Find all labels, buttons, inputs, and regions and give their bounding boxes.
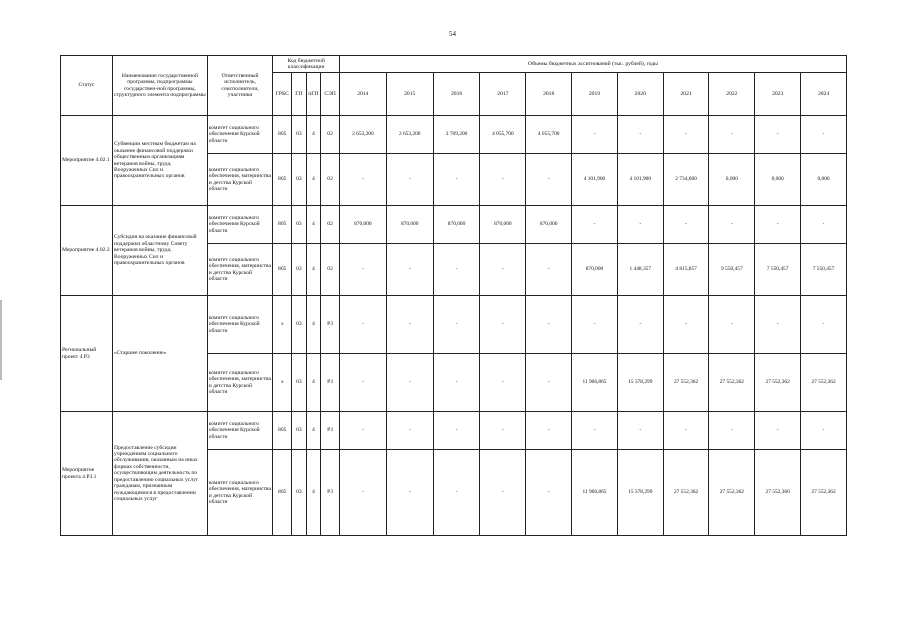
row-code: 805	[273, 450, 292, 536]
row-responsible: комитет социального обеспечения, материнства и детства Курской области	[207, 450, 273, 536]
header-year: 2023	[755, 73, 801, 116]
row-value: 7 550,457	[755, 244, 801, 296]
row-responsible: комитет социального обеспечения, материнства и детства Курской области	[207, 354, 273, 412]
row-value: 27 552,362	[663, 450, 709, 536]
row-code: 03	[292, 450, 307, 536]
row-code: Р3	[321, 450, 340, 536]
header-year: 2014	[339, 73, 386, 116]
row-value: -	[526, 450, 572, 536]
row-value: -	[755, 206, 801, 244]
row-value: -	[617, 206, 663, 244]
row-value: -	[801, 116, 847, 154]
row-code: 02	[321, 206, 340, 244]
row-code: 03	[292, 296, 307, 354]
row-value: -	[526, 296, 572, 354]
row-value: -	[480, 296, 526, 354]
row-value: 27 552,362	[801, 354, 847, 412]
header-code-col: ГП	[292, 73, 307, 116]
row-responsible: комитет социального обеспечения, материнства и детства Курской области	[207, 154, 273, 206]
row-value: -	[480, 244, 526, 296]
row-value: -	[386, 154, 433, 206]
row-value: 27 552,362	[801, 450, 847, 536]
row-value: -	[755, 116, 801, 154]
row-value: 27 552,362	[709, 450, 755, 536]
row-value: -	[480, 154, 526, 206]
row-value: -	[339, 244, 386, 296]
row-code: Р3	[321, 296, 340, 354]
row-code: 805	[273, 116, 292, 154]
row-value: -	[433, 412, 480, 450]
header-year: 2017	[480, 73, 526, 116]
row-value: 0,000	[801, 154, 847, 206]
row-code: х	[273, 354, 292, 412]
row-value: -	[572, 296, 618, 354]
row-value: -	[755, 296, 801, 354]
row-value: 4 101,900	[617, 154, 663, 206]
row-value: 15 378,299	[617, 450, 663, 536]
row-value: 2 653,200	[386, 116, 433, 154]
page-number: 54	[449, 30, 456, 38]
row-code: 4	[306, 450, 321, 536]
row-code: 4	[306, 296, 321, 354]
row-code: 4	[306, 116, 321, 154]
row-code: 02	[321, 244, 340, 296]
header-code-group: Код бюджетной классификации	[273, 56, 340, 73]
row-value: -	[663, 206, 709, 244]
table-row	[61, 206, 847, 244]
header-year: 2024	[801, 73, 847, 116]
row-value: 11 966,865	[572, 354, 618, 412]
row-value: -	[386, 354, 433, 412]
row-code: 805	[273, 244, 292, 296]
header-code-col: ГРБС	[273, 73, 292, 116]
row-value: 870,000	[572, 244, 618, 296]
row-value: 2 653,200	[339, 116, 386, 154]
row-value: -	[755, 412, 801, 450]
row-code: Р3	[321, 354, 340, 412]
row-status: Мероприятие 4.02.2	[61, 206, 113, 296]
scan-edge-mark	[0, 300, 2, 380]
row-responsible: комитет социального обеспечения Курской области	[207, 206, 273, 244]
header-code-col: СЭП	[321, 73, 340, 116]
row-value: 0,000	[755, 154, 801, 206]
row-name: Субсидия на оказание финансовой поддержки областному Совету ветеранов войны, труда, Вооруженных Сил и правоохранительных органов	[113, 206, 208, 296]
row-value: 15 378,299	[617, 354, 663, 412]
header-code-col: пГП	[306, 73, 321, 116]
row-value: 27 552,362	[663, 354, 709, 412]
header-year: 2018	[526, 73, 572, 116]
row-value: -	[572, 412, 618, 450]
row-code: х	[273, 296, 292, 354]
header-volumes-group: Объемы бюджетных ассигнований (тыс. рублей), годы	[339, 56, 846, 73]
row-value: 4 101,900	[572, 154, 618, 206]
row-value: -	[339, 354, 386, 412]
row-value: -	[709, 116, 755, 154]
row-code: 03	[292, 116, 307, 154]
row-value: 1 448,357	[617, 244, 663, 296]
row-value: -	[617, 296, 663, 354]
row-code: 03	[292, 244, 307, 296]
header-year: 2020	[617, 73, 663, 116]
table-row	[61, 412, 847, 450]
row-value: -	[709, 412, 755, 450]
row-value: 27 552,362	[755, 354, 801, 412]
row-value: -	[572, 116, 618, 154]
row-responsible: комитет социального обеспечения Курской области	[207, 296, 273, 354]
row-status: Мероприятие проекта 4.Р3.1	[61, 412, 113, 536]
row-value: -	[709, 206, 755, 244]
row-value: -	[433, 244, 480, 296]
row-value: -	[801, 412, 847, 450]
row-value: 4 055,700	[480, 116, 526, 154]
table-body	[61, 116, 847, 536]
row-value: -	[433, 154, 480, 206]
row-code: 805	[273, 206, 292, 244]
header-year: 2022	[709, 73, 755, 116]
row-code: 4	[306, 244, 321, 296]
row-value: 2 734,600	[663, 154, 709, 206]
row-code: 02	[321, 154, 340, 206]
row-value: -	[386, 450, 433, 536]
row-value: -	[801, 206, 847, 244]
row-value: -	[526, 244, 572, 296]
row-value: -	[339, 412, 386, 450]
row-value: -	[386, 412, 433, 450]
row-value: 870,000	[339, 206, 386, 244]
row-value: 4 055,700	[526, 116, 572, 154]
row-responsible: комитет социального обеспечения, материнства и детства Курской области	[207, 244, 273, 296]
row-value: -	[526, 154, 572, 206]
row-value: 0,000	[709, 154, 755, 206]
row-status: Региональный проект 4.Р3	[61, 296, 113, 412]
row-value: 27 552,360	[755, 450, 801, 536]
row-value: -	[663, 412, 709, 450]
row-name: «Старшее поколение»	[113, 296, 208, 412]
row-value: -	[526, 354, 572, 412]
row-value: -	[480, 450, 526, 536]
row-code: 4	[306, 412, 321, 450]
row-value: 27 552,362	[709, 354, 755, 412]
header-status: Статус	[61, 56, 113, 116]
row-value: 9 550,457	[709, 244, 755, 296]
row-code: 03	[292, 354, 307, 412]
row-code: 03	[292, 412, 307, 450]
row-value: 4 815,857	[663, 244, 709, 296]
row-value: -	[709, 296, 755, 354]
header-name: Наименование государственной программы, подпрограммы государствен-ной программы, структурного элемента подпрограммы	[113, 56, 208, 116]
row-value: 870,000	[433, 206, 480, 244]
row-value: -	[339, 154, 386, 206]
row-value: -	[480, 412, 526, 450]
row-responsible: комитет социального обеспечения Курской области	[207, 412, 273, 450]
row-value: -	[526, 412, 572, 450]
row-code: 02	[321, 116, 340, 154]
row-value: -	[663, 116, 709, 154]
row-name: Субвенции местным бюджетам на оказание финансовой поддержки общественным организациям ветеранов войны, труда, Вооруженных Сил и правоохранительных органов	[113, 116, 208, 206]
header-year: 2015	[386, 73, 433, 116]
header-year: 2016	[433, 73, 480, 116]
row-value: -	[480, 354, 526, 412]
row-value: 870,000	[480, 206, 526, 244]
row-status: Мероприятие 4.02.1	[61, 116, 113, 206]
row-value: -	[663, 296, 709, 354]
row-value: -	[801, 296, 847, 354]
row-code: 805	[273, 412, 292, 450]
table-row	[61, 116, 847, 154]
row-value: -	[339, 296, 386, 354]
header-year: 2019	[572, 73, 618, 116]
row-value: 870,000	[526, 206, 572, 244]
row-code: 03	[292, 206, 307, 244]
row-value: -	[433, 354, 480, 412]
row-value: -	[386, 296, 433, 354]
row-code: 03	[292, 154, 307, 206]
row-value: -	[617, 412, 663, 450]
row-value: -	[339, 450, 386, 536]
header-year: 2021	[663, 73, 709, 116]
row-value: -	[617, 116, 663, 154]
row-value: 11 966,865	[572, 450, 618, 536]
table-row	[61, 296, 847, 354]
row-code: Р3	[321, 412, 340, 450]
row-code: 4	[306, 154, 321, 206]
row-value: -	[572, 206, 618, 244]
row-value: -	[433, 296, 480, 354]
row-value: 870,000	[386, 206, 433, 244]
row-value: 7 550,457	[801, 244, 847, 296]
row-responsible: комитет социального обеспечения Курской области	[207, 116, 273, 154]
row-name: Предоставление субсидии учреждениям социального обслуживания, оказанным на иных формах собственности, осуществляющим деятельность по предоставлению социальных услуг гражданам, признанным нуждающимися в предоставлении социальных услуг	[113, 412, 208, 536]
header-responsible: Ответственный исполнитель, соисполнители, участники	[207, 56, 273, 116]
row-value: -	[386, 244, 433, 296]
row-value: -	[433, 450, 480, 536]
row-value: 3 709,200	[433, 116, 480, 154]
row-code: 4	[306, 206, 321, 244]
budget-table	[60, 55, 847, 536]
row-code: 4	[306, 354, 321, 412]
row-code: 805	[273, 154, 292, 206]
